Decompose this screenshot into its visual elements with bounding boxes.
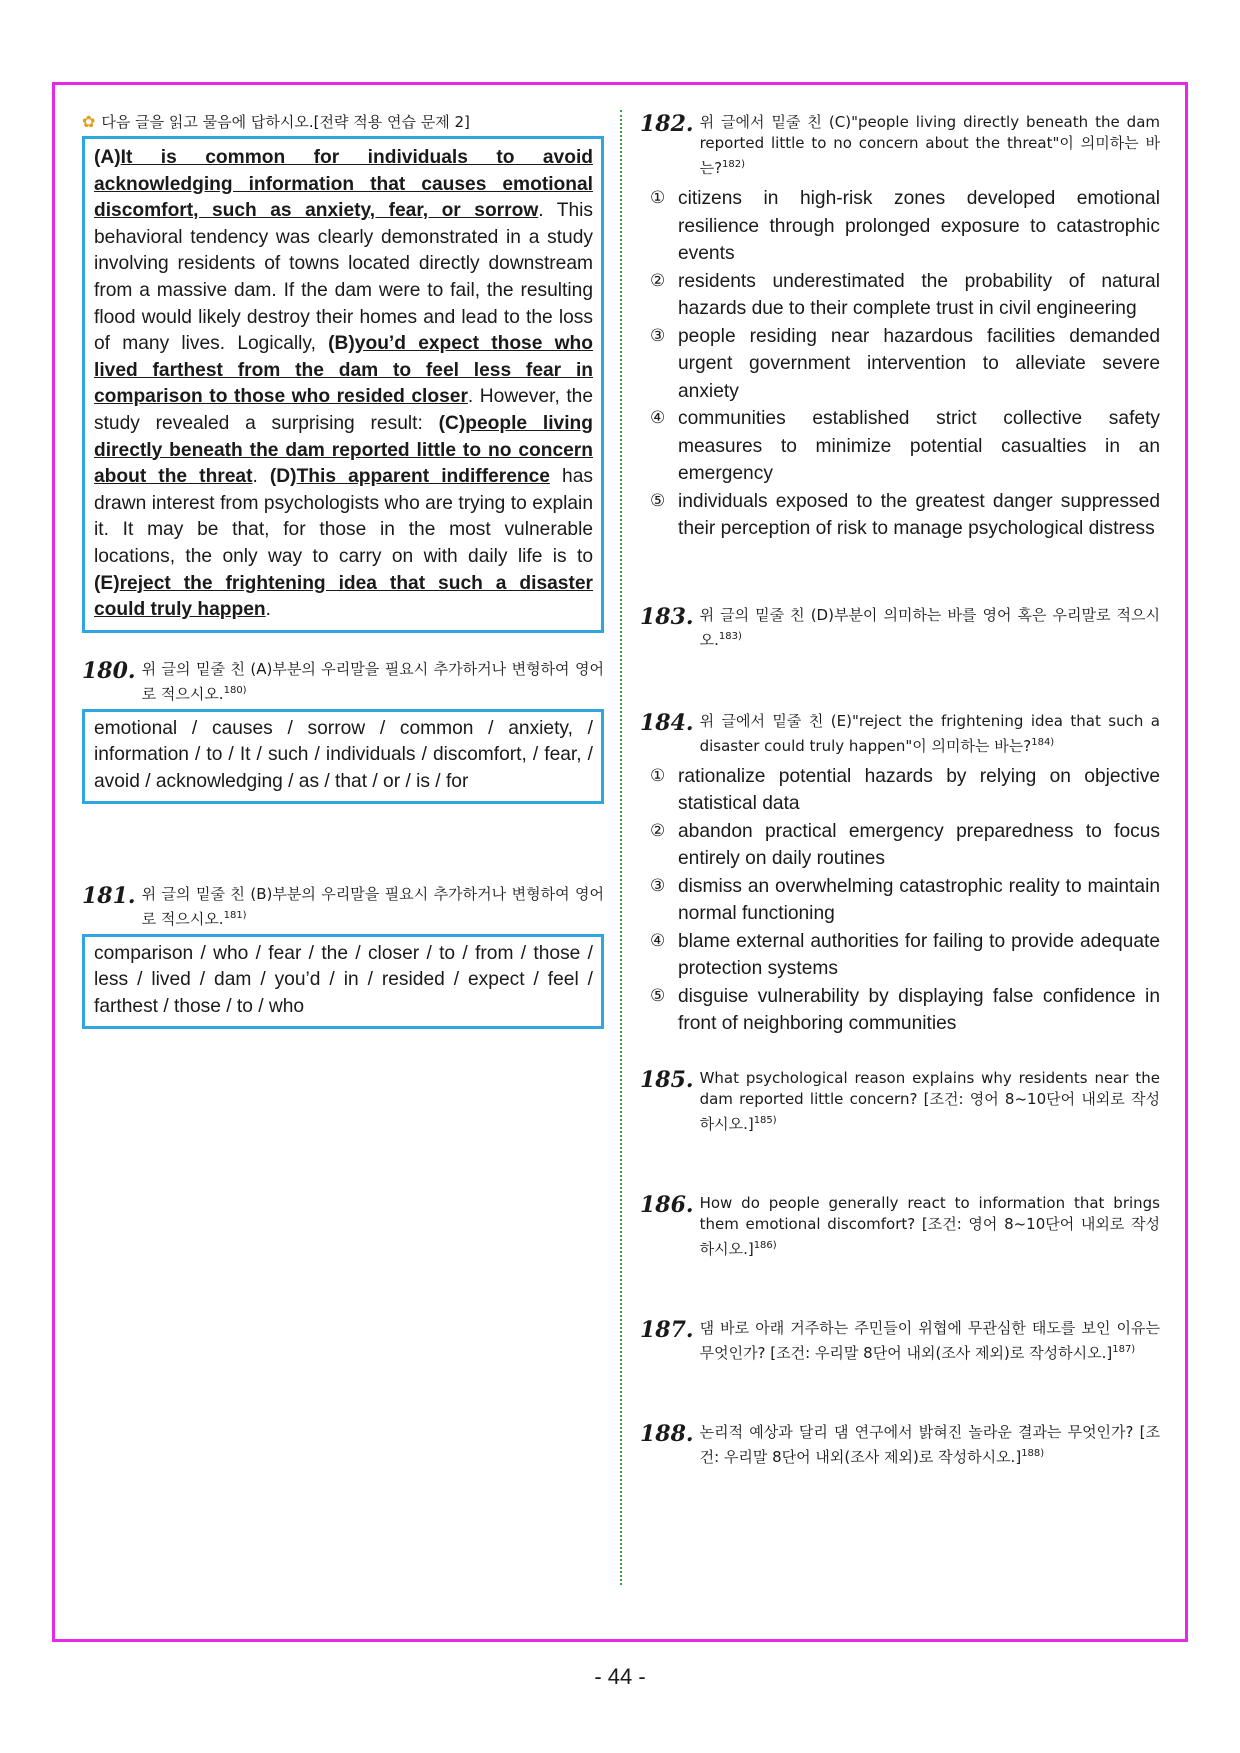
question-text: 논리적 예상과 달리 댐 연구에서 밝혀진 놀라운 결과는 무엇인가? [조건: 우리말 8단어 내외(조사 제외)로 작성하시오.] — [699, 1422, 1160, 1466]
question-text: 위 글에서 밑줄 친 (C)"people living directly beneath the dam reported little to no concern about the threat"이 의미하는 바는? — [699, 113, 1160, 177]
underline-e: reject the frightening idea that such a disaster could truly happen — [94, 572, 593, 621]
label-b: (B) — [328, 333, 355, 355]
option-number: ④ — [650, 930, 666, 951]
question-181 — [82, 884, 604, 1029]
option-number: ③ — [650, 325, 666, 346]
question-180 — [82, 659, 604, 804]
question-text: 위 글에서 밑줄 친 (E)"reject the frightening idea that such a disaster could truly happen"이 의미하는 바는? — [699, 711, 1160, 755]
option-text: disguise vulnerability by displaying false confidence in front of neighboring communities — [678, 985, 1160, 1034]
right-column — [640, 112, 1160, 1468]
option[interactable] — [640, 928, 1160, 983]
question-number: 188. — [640, 1420, 694, 1447]
option-text: blame external authorities for failing to provide adequate protection systems — [678, 930, 1160, 979]
question-182 — [640, 112, 1160, 543]
options-184 — [640, 763, 1160, 1038]
question-text: What psychological reason explains why residents near the dam reported little concern? [조건: 영어 8~10단어 내외로 작성하시오.] — [699, 1068, 1160, 1133]
option[interactable] — [640, 405, 1160, 488]
footnote-ref: 182) — [722, 159, 746, 170]
option-text: residents underestimated the probability of natural hazards due to their complete trust in civil engineering — [678, 270, 1160, 319]
left-column — [82, 112, 604, 1029]
option-text: people residing near hazardous facilities demanded urgent government intervention to alleviate severe anxiety — [678, 325, 1160, 402]
question-number: 180. — [82, 657, 136, 684]
option-text: abandon practical emergency preparedness to focus entirely on daily routines — [678, 820, 1160, 869]
footnote-ref: 183) — [718, 630, 742, 642]
passage-text: . However, the study revealed a surprising result: — [94, 386, 593, 434]
option[interactable] — [640, 323, 1160, 406]
label-c: (C) — [438, 412, 466, 434]
option-text: dismiss an overwhelming catastrophic reality to maintain normal functioning — [678, 875, 1160, 924]
underline-b: you’d expect those who lived farthest from the dam to feel less fear in comparison to those who resided closer — [94, 333, 593, 408]
label-a: (A) — [94, 147, 121, 168]
question-text: 위 글의 밑줄 친 (D)부분이 의미하는 바를 영어 혹은 우리말로 적으시오. — [699, 605, 1160, 649]
label-d: (D) — [269, 466, 297, 488]
option-number: ⑤ — [650, 490, 666, 511]
option-number: ④ — [650, 408, 666, 428]
underline-c: people living directly beneath the dam reported little to no concern about the threat — [94, 412, 593, 488]
option-text: communities established strict collective safety measures to minimize potential casualties in an emergency — [678, 408, 1160, 484]
option-number: ⑤ — [650, 985, 666, 1006]
option-text: individuals exposed to the greatest danger suppressed their perception of risk to manage psychological distress — [678, 490, 1160, 539]
instruction-text: 다음 글을 읽고 물음에 답하시오.[전략 적용 연습 문제 2] — [101, 113, 470, 131]
question-text: 위 글의 밑줄 친 (A)부분의 우리말을 필요시 추가하거나 변형하여 영어로 적으시오. — [141, 659, 604, 703]
option-number: ③ — [650, 875, 666, 896]
underline-d: This apparent indifference — [296, 466, 550, 488]
question-number: 183. — [640, 603, 694, 630]
option[interactable] — [640, 983, 1160, 1038]
footnote-ref: 186) — [753, 1239, 777, 1251]
question-185 — [640, 1068, 1160, 1135]
question-number: 185. — [640, 1066, 694, 1093]
footnote-ref: 180) — [223, 684, 247, 696]
option-text: citizens in high-risk zones developed emotional resilience through prolonged exposure to catastrophic events — [678, 188, 1160, 264]
question-188 — [640, 1422, 1160, 1468]
question-186 — [640, 1193, 1160, 1260]
passage-text: . This behavioral tendency was clearly demonstrated in a study involving residents of towns located directly downstream from a massive dam. If the dam were to fail, the resulting flood would likely destroy their homes and lead to the loss of many lives. Logically, — [94, 200, 593, 355]
question-184 — [640, 711, 1160, 1038]
question-187 — [640, 1318, 1160, 1364]
passage-text: has drawn interest from psychologists who are trying to explain it. It may be that, for those in the most vulnerable locations, the only way to carry on with daily life is to — [94, 466, 593, 567]
question-text: 위 글의 밑줄 친 (B)부분의 우리말을 필요시 추가하거나 변형하여 영어로 적으시오. — [141, 884, 604, 928]
option-number: ① — [650, 188, 666, 208]
word-bank: emotional / causes / sorrow / common / anxiety, / information / to / It / such / individuals / discomfort, / fear, / avoid / acknowledging / as / that / or / is / for — [82, 709, 604, 804]
passage-text: . — [252, 466, 270, 488]
option-number: ① — [650, 765, 666, 786]
option-number: ② — [650, 270, 666, 291]
option-number: ② — [650, 820, 666, 841]
word-bank: comparison / who / fear / the / closer / to / from / those / less / lived / dam / you’d / in / resided / expect / feel / farthest / those / to / who — [82, 934, 604, 1029]
question-number: 184. — [640, 709, 694, 736]
reading-passage — [82, 136, 604, 633]
column-divider — [620, 110, 622, 1585]
footnote-ref: 181) — [223, 909, 247, 921]
footnote-ref: 184) — [1031, 736, 1055, 748]
footnote-ref: 187) — [1112, 1343, 1136, 1355]
option[interactable] — [640, 763, 1160, 818]
footnote-ref: 188) — [1021, 1447, 1045, 1459]
footnote-ref: 185) — [753, 1114, 777, 1126]
option[interactable] — [640, 268, 1160, 323]
question-number: 186. — [640, 1191, 694, 1218]
passage-text: . — [265, 599, 271, 621]
question-number: 182. — [640, 111, 694, 137]
label-e: (E) — [94, 572, 120, 594]
option[interactable] — [640, 185, 1160, 268]
option[interactable] — [640, 488, 1160, 543]
option[interactable] — [640, 818, 1160, 873]
options-182 — [640, 185, 1160, 543]
question-text: 댐 바로 아래 거주하는 주민들이 위협에 무관심한 태도를 보인 이유는 무엇인가? [조건: 우리말 8단어 내외(조사 제외)로 작성하시오.] — [699, 1318, 1160, 1362]
flower-icon: ✿ — [82, 112, 96, 131]
question-183 — [640, 605, 1160, 651]
option-text: rationalize potential hazards by relying on objective statistical data — [678, 765, 1160, 814]
instruction — [82, 112, 604, 132]
underline-a: It is common for individuals to avoid acknowledging information that causes emotional discomfort, such as anxiety, fear, or sorrow — [94, 147, 593, 222]
page-number: - 44 - — [594, 1664, 646, 1689]
question-number: 187. — [640, 1316, 694, 1343]
question-number: 181. — [82, 882, 136, 909]
question-text: How do people generally react to information that brings them emotional discomfort? [조건: 영어 8~10단어 내외로 작성하시오.] — [699, 1193, 1160, 1258]
option[interactable] — [640, 873, 1160, 928]
